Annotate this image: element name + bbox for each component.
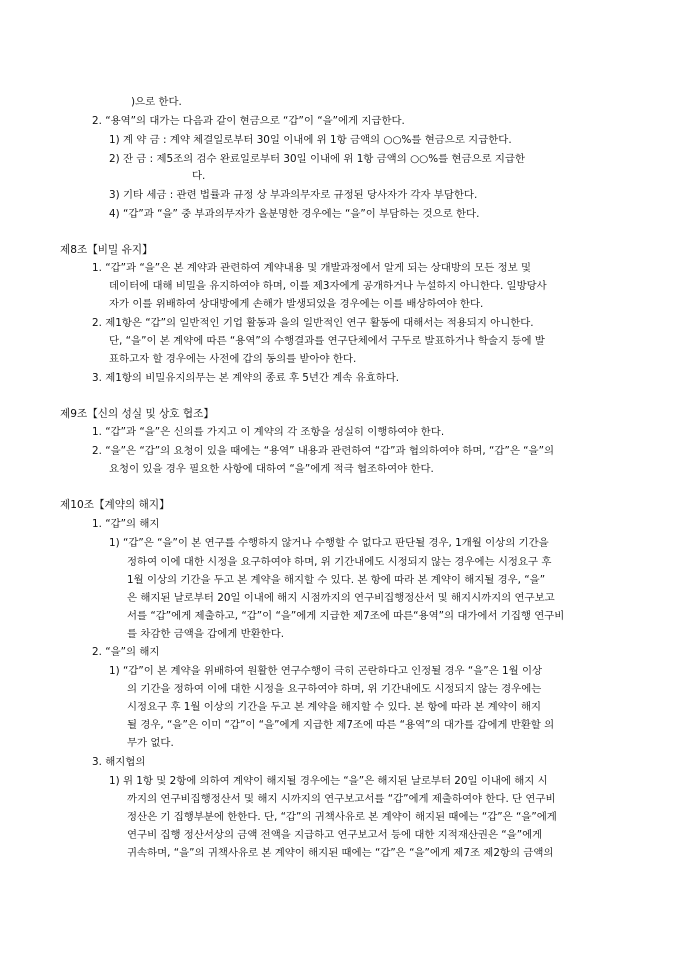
article-8-item-1-cont: 자가 이를 위배하여 상대방에게 손해가 발생되었을 경우에는 이를 배상하여야 한다. (109, 298, 484, 310)
article-10-subitem-2-1-cont: 무가 없다. (127, 737, 174, 749)
payment-subitem-3: 3) 기타 세금 : 관련 법률과 규정 상 부과의무자로 규정된 당사자가 각자 부담한다. (109, 189, 478, 201)
article-10-subitem-2-1-cont: 시정요구 후 1월 이상의 기간을 두고 본 계약을 해지할 수 있다. 본 항에 따라 본 계약이 해지 (127, 701, 542, 713)
payment-subitem-2-cont: 다. (192, 170, 206, 182)
article-10-subitem-3-1: 1) 위 1항 및 2항에 의하여 계약이 해지될 경우에는 “을”은 해지된 날로부터 20일 이내에 해지 시 (109, 775, 548, 787)
article-10-subitem-1-1-cont: 서를 “갑”에게 제출하고, “갑”이 “을”에게 지급한 제7조에 따른“용역”의 대가에서 기집행 연구비 (127, 610, 565, 622)
article-10-subitem-2-1-cont: 될 경우, “을”은 이미 “갑”이 “을”에게 지급한 제7조에 따른 “용역”의 대가를 갑에게 반환할 의 (127, 719, 555, 731)
article-10-subitem-1-1-cont: 은 해지된 날로부터 20일 이내에 해지 시점까지의 연구비집행정산서 및 해지시까지의 연구보고 (127, 592, 555, 604)
article-9-item-1: 1. “갑”과 “을”은 신의를 가지고 이 계약의 각 조항을 성실히 이행하여야 한다. (92, 426, 445, 438)
article-10-subitem-1-1-cont: 를 차감한 금액을 갑에게 반환한다. (127, 628, 285, 640)
article-10-subitem-1-1-cont: 정하여 이에 대한 시정을 요구하여야 하며, 위 기간내에도 시정되지 않는 경우에는 시정요구 후 (127, 556, 552, 568)
article-10-item-1: 1. “갑”의 해지 (92, 518, 160, 530)
payment-subitem-4: 4) “갑”과 “을” 중 부과의무자가 올분명한 경우에는 “을”이 부담하는 것으로 한다. (109, 208, 480, 220)
article-10-item-2: 2. “을”의 해지 (92, 646, 160, 658)
article-8-heading: 제8조【비밀 유지】 (60, 244, 153, 256)
payment-clause-tail: )으로 한다. (131, 96, 182, 108)
article-9-heading: 제9조【신의 성실 및 상호 협조】 (60, 408, 214, 420)
article-10-subitem-2-1: 1) “갑”이 본 계약을 위배하여 원활한 연구수행이 극히 곤란하다고 인정될 경우 “을”은 1월 이상 (109, 665, 543, 677)
article-10-subitem-2-1-cont: 의 기간을 정하여 이에 대한 시정을 요구하여야 하며, 위 기간내에도 시정되지 않는 경우에는 (127, 683, 542, 695)
article-8-item-2-cont: 표하고자 할 경우에는 사전에 갑의 동의를 받아야 한다. (109, 353, 357, 365)
article-8-item-2-cont: 단, “을”이 본 계약에 따른 “용역”의 수행결과를 연구단체에서 구두로 발표하거나 학술지 등에 발 (109, 335, 545, 347)
article-9-item-2-cont: 요청이 있을 경우 필요한 사항에 대하여 “을”에게 적극 협조하여야 한다. (109, 463, 434, 475)
article-8-item-2: 2. 제1항은 “갑”의 일반적인 기업 활동과 을의 일반적인 연구 활동에 대해서는 적용되지 아니한다. (92, 317, 534, 329)
article-9-item-2: 2. “을”은 “갑”의 요청이 있을 때에는 “용역” 내용과 관련하여 “갑”과 협의하여야 하며, “갑”은 “을”의 (92, 445, 555, 457)
article-8-item-3: 3. 제1항의 비밀유지의무는 본 계약의 종료 후 5년간 계속 유효하다. (92, 372, 400, 384)
payment-subitem-1: 1) 계 약 금 : 계약 체결일로부터 30일 이내에 위 1항 금액의 ○○%를 현금으로 지급한다. (109, 134, 512, 146)
article-10-subitem-3-1-cont: 정산은 기 집행부분에 한한다. 단, “갑”의 귀책사유로 본 계약이 해지된 때에는 “갑”은 “을”에게 (127, 811, 557, 823)
article-8-item-1-cont: 데이터에 대해 비밀을 유지하여야 하며, 이를 제3자에게 공개하거나 누설하지 아니한다. 일방당사 (109, 280, 547, 292)
article-10-subitem-1-1-cont: 1월 이상의 기간을 두고 본 계약을 해지할 수 있다. 본 항에 따라 본 계약이 해지될 경우, “을” (127, 574, 546, 586)
article-10-subitem-3-1-cont: 귀속하며, “을”의 귀책사유로 본 계약이 해지된 때에는 “갑”은 “을”에게 제7조 제2항의 금액의 (127, 847, 554, 859)
article-10-subitem-3-1-cont: 연구비 집행 정산서상의 금액 전액을 지급하고 연구보고서 등에 대한 지적재산권은 “을”에게 (127, 829, 543, 841)
payment-subitem-2: 2) 잔 금 : 제5조의 검수 완료일로부터 30일 이내에 위 1항 금액의 ○○%를 현금으로 지급한 (109, 153, 525, 165)
article-10-subitem-1-1: 1) “갑”은 “을”이 본 연구를 수행하지 않거나 수행할 수 없다고 판단될 경우, 1개월 이상의 기간을 (109, 537, 549, 549)
article-10-heading: 제10조【계약의 해지】 (60, 499, 170, 511)
article-10-subitem-3-1-cont: 까지의 연구비집행정산서 및 해지 시까지의 연구보고서를 “갑”에게 제출하여야 한다. 단 연구비 (127, 793, 556, 805)
article-10-item-3: 3. 해지협의 (92, 756, 146, 768)
payment-item-2: 2. “용역”의 대가는 다음과 같이 현금으로 “갑”이 “을”에게 지급한다. (92, 115, 405, 127)
article-8-item-1: 1. “갑”과 “을”은 본 계약과 관련하여 계약내용 및 개발과정에서 알게 되는 상대방의 모든 정보 및 (92, 262, 532, 274)
